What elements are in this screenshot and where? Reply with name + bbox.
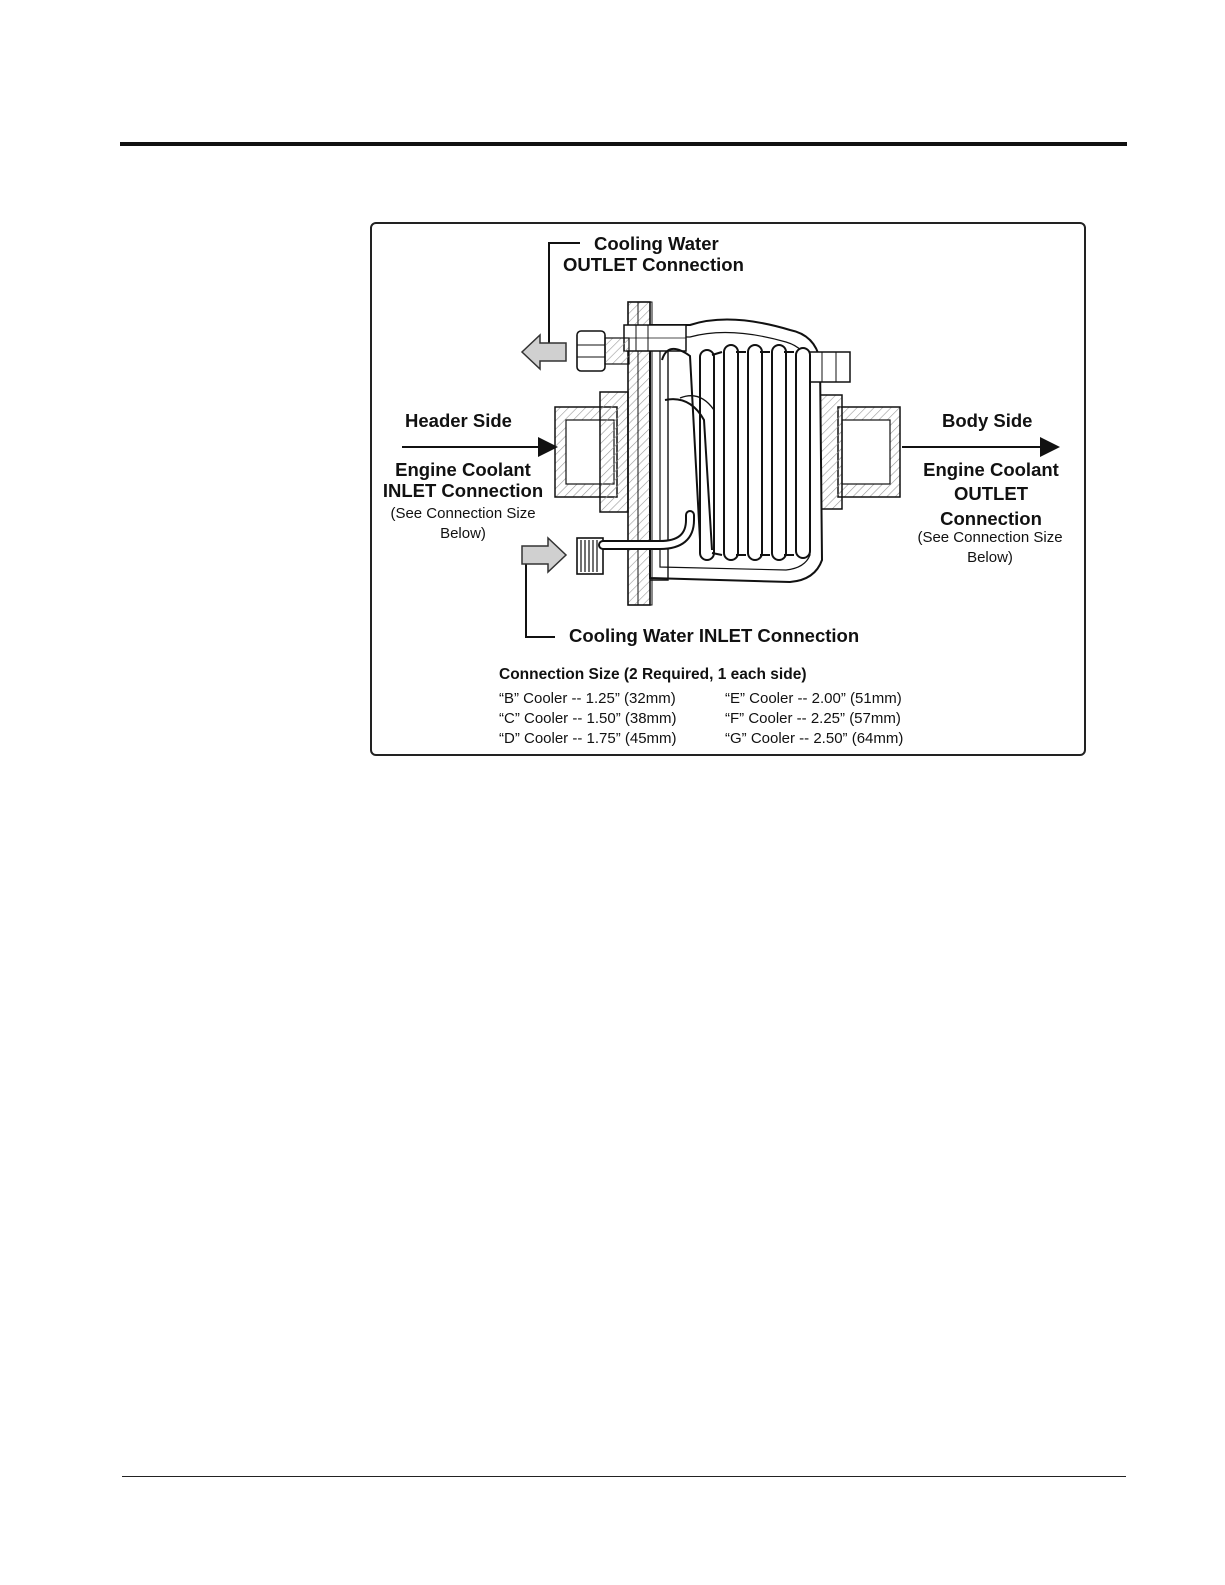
outlet-water-label: [563, 233, 744, 276]
connection-size-heading: Connection Size (2 Required, 1 each side): [499, 666, 807, 683]
inlet-water-label: Cooling Water INLET Connection: [569, 625, 860, 646]
outlet-coolant-line-1: Engine Coolant: [923, 459, 1059, 480]
shell-bolt-right: [808, 352, 850, 382]
outlet-coolant-line-2: OUTLET: [954, 483, 1028, 505]
inlet-note-line-2: Below): [440, 525, 486, 543]
size-row-g: “G” Cooler -- 2.50” (64mm): [725, 730, 904, 747]
outlet-coolant-line-3: Connection: [940, 507, 1042, 529]
connection-size-table: [499, 665, 929, 747]
outlet-coolant-label: [910, 459, 1072, 529]
header-side-label: Header Side: [405, 410, 512, 431]
footer-rule: [122, 1476, 1126, 1477]
outlet-water-arrow: [522, 335, 566, 369]
connection-size-right-col: [725, 689, 903, 749]
flange-bolt-top: [624, 325, 686, 351]
body-side-label: Body Side: [942, 410, 1033, 431]
inlet-note-line-1: (See Connection Size: [390, 505, 536, 522]
size-row-f: “F” Cooler -- 2.25” (57mm): [725, 710, 901, 727]
size-row-d: “D” Cooler -- 1.75” (45mm): [499, 730, 677, 747]
inlet-water-leader: [526, 560, 555, 637]
inlet-coolant-note: [376, 504, 550, 545]
connection-size-left-col: [499, 689, 677, 749]
header-nozzle: [555, 392, 628, 512]
outlet-note-line-1: (See Connection Size: [917, 529, 1063, 546]
inlet-coolant-label: [376, 459, 550, 502]
inlet-coolant-line-2: INLET Connection: [382, 480, 544, 502]
outlet-water-line-1: Cooling Water: [594, 233, 719, 254]
outlet-water-line-2: OUTLET Connection: [563, 254, 744, 276]
size-row-c: “C” Cooler -- 1.50” (38mm): [499, 710, 677, 727]
outlet-coolant-note: [904, 528, 1076, 569]
outlet-note-line-2: Below): [967, 549, 1013, 567]
outlet-water-fitting: [577, 331, 629, 371]
body-nozzle: [818, 395, 900, 509]
size-row-e: “E” Cooler -- 2.00” (51mm): [725, 690, 902, 707]
size-row-b: “B” Cooler -- 1.25” (32mm): [499, 690, 676, 707]
inlet-coolant-line-1: Engine Coolant: [395, 459, 531, 480]
